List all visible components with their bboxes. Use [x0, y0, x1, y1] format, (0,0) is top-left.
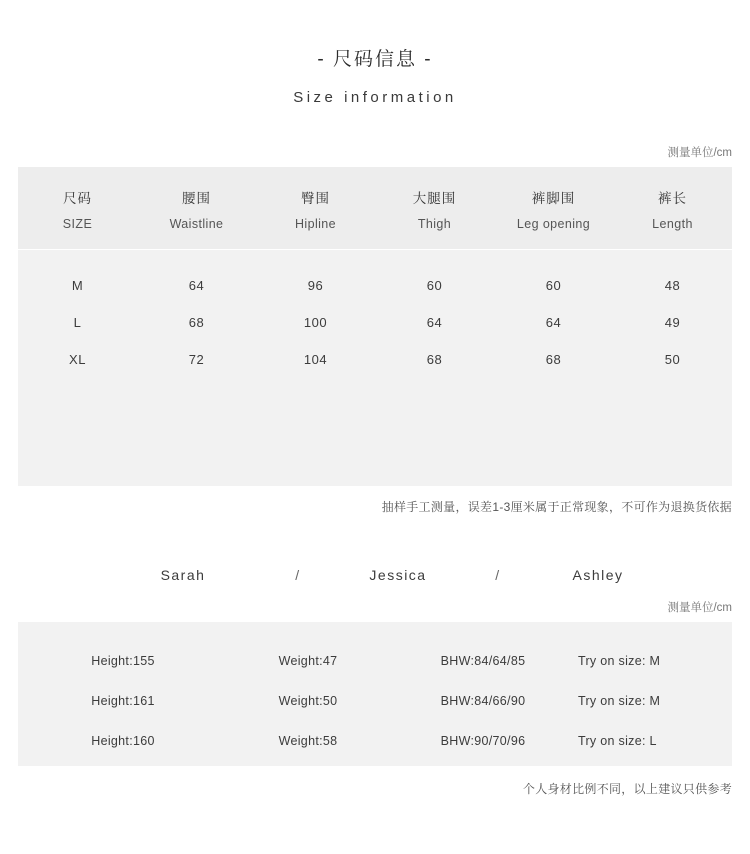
- size-cell-length: 50: [664, 352, 681, 367]
- size-col-header-size-zh: 尺码: [63, 191, 92, 206]
- unit-note-models: 测量单位/cm: [667, 602, 732, 614]
- size-information-page: [0, 44, 750, 854]
- size-col-header-hipline-en: Hipline: [294, 217, 336, 231]
- model-bhw: BHW:84/64/85: [440, 654, 526, 668]
- model-weight: Weight:47: [278, 654, 338, 668]
- size-cell-waistline: 68: [188, 315, 205, 330]
- table-row: [18, 341, 732, 378]
- size-table-body: [18, 250, 732, 487]
- size-cell-size: XL: [69, 352, 86, 367]
- model-height: Height:155: [91, 654, 155, 668]
- model-bhw: BHW:84/66/90: [440, 694, 526, 708]
- size-col-header-thigh-en: Thigh: [417, 217, 452, 231]
- model-weight: Weight:58: [278, 734, 338, 748]
- size-col-header-size: [18, 167, 137, 250]
- size-cell-hipline: 104: [303, 352, 328, 367]
- size-cell-leg-opening: 64: [545, 315, 562, 330]
- size-col-header-hipline: [256, 167, 375, 250]
- model-name-jessica: Jessica: [369, 567, 427, 583]
- size-col-header-length: [613, 167, 732, 250]
- table-row: [18, 250, 732, 305]
- model-try-on-size: Try on size: L: [578, 734, 657, 748]
- model-measurements-body: [18, 622, 732, 766]
- page-title-zh: - 尺码信息 -: [317, 49, 433, 70]
- model-names-row: [0, 567, 750, 583]
- measurement-disclaimer: 抽样手工测量，误差1-3厘米属于正常现象，不可作为退换货依据: [381, 500, 732, 514]
- size-cell-waistline: 64: [188, 278, 205, 293]
- model-measurements-table: [18, 622, 732, 766]
- size-col-header-hipline-zh: 臀围: [301, 191, 330, 206]
- table-row: [18, 721, 732, 766]
- page-title-en: Size information: [293, 89, 457, 106]
- size-cell-thigh: 68: [426, 352, 443, 367]
- size-cell-size: L: [73, 315, 82, 330]
- model-name-separator-2: /: [495, 567, 501, 583]
- size-cell-thigh: 64: [426, 315, 443, 330]
- model-bhw: BHW:90/70/96: [440, 734, 526, 748]
- size-col-header-leg-opening-zh: 裤脚围: [531, 191, 576, 206]
- size-cell-leg-opening: 60: [545, 278, 562, 293]
- model-name-ashley: Ashley: [572, 567, 624, 583]
- footer-disclaimer: 个人身材比例不同，以上建议只供参考: [522, 782, 732, 796]
- table-row: [18, 681, 732, 721]
- unit-note-top: 测量单位/cm: [667, 147, 732, 159]
- size-col-header-length-en: Length: [652, 217, 693, 231]
- model-height: Height:160: [91, 734, 155, 748]
- size-cell-length: 49: [664, 315, 681, 330]
- size-col-header-waistline-zh: 腰围: [182, 191, 211, 206]
- size-cell-length: 48: [664, 278, 681, 293]
- model-try-on-size: Try on size: M: [578, 694, 661, 708]
- size-table-header-row: [18, 167, 732, 250]
- size-col-header-thigh: [375, 167, 494, 250]
- model-weight: Weight:50: [278, 694, 338, 708]
- size-col-header-thigh-zh: 大腿围: [412, 191, 457, 206]
- size-cell-hipline: 96: [307, 278, 324, 293]
- model-try-on-size: Try on size: M: [578, 654, 661, 668]
- model-height: Height:161: [91, 694, 155, 708]
- table-row: [18, 304, 732, 341]
- model-name-sarah: Sarah: [160, 567, 206, 583]
- size-col-header-waistline: [137, 167, 256, 250]
- size-cell-thigh: 60: [426, 278, 443, 293]
- size-table: [18, 167, 732, 486]
- table-row: [18, 622, 732, 681]
- size-cell-leg-opening: 68: [545, 352, 562, 367]
- size-col-header-leg-opening: [494, 167, 613, 250]
- size-table-head: [18, 167, 732, 250]
- size-cell-size: M: [71, 278, 84, 293]
- size-cell-hipline: 100: [303, 315, 328, 330]
- size-cell-waistline: 72: [188, 352, 205, 367]
- size-col-header-length-zh: 裤长: [658, 191, 687, 206]
- size-col-header-leg-opening-en: Leg opening: [516, 217, 591, 231]
- size-col-header-size-en: SIZE: [62, 217, 93, 231]
- size-col-header-waistline-en: Waistline: [169, 217, 224, 231]
- table-spacer-row: [18, 378, 732, 486]
- model-name-separator-1: /: [295, 567, 301, 583]
